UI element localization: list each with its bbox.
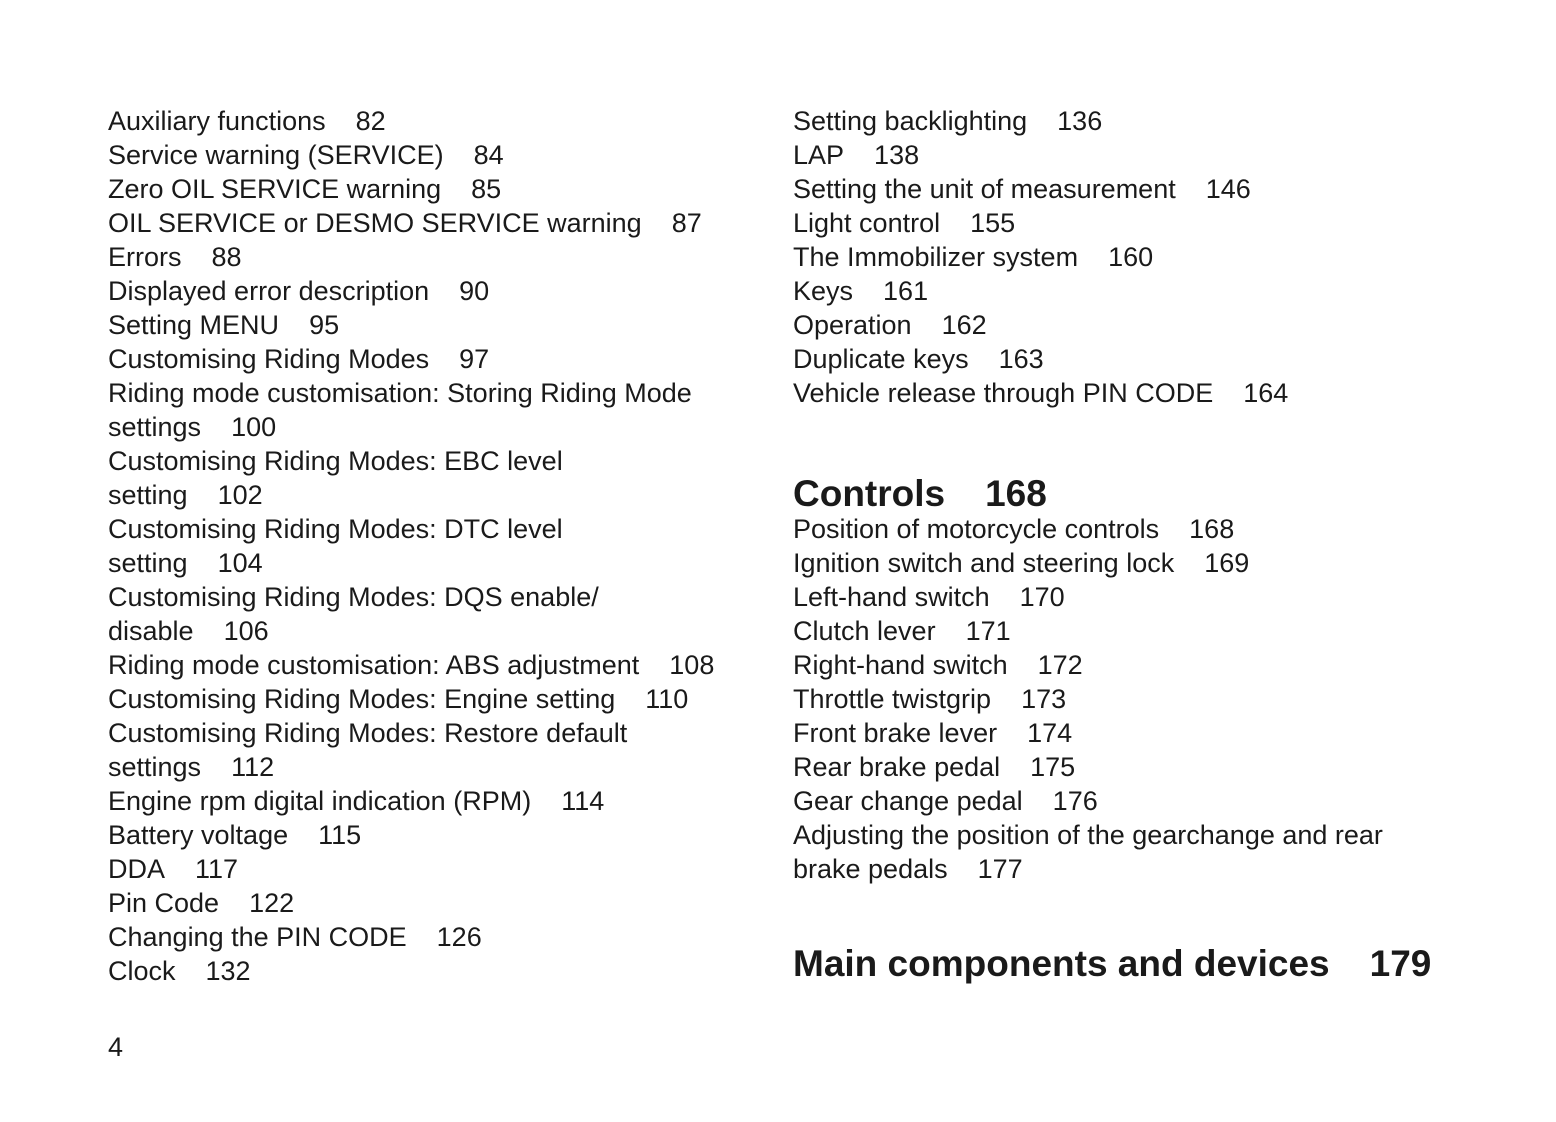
toc-entry-page: 176	[1052, 786, 1098, 816]
toc-entry[interactable]	[108, 104, 768, 138]
toc-entry[interactable]	[108, 886, 768, 920]
toc-entry[interactable]	[108, 512, 608, 580]
toc-entry-page: 136	[1057, 106, 1103, 136]
toc-entry-page: 100	[231, 412, 277, 442]
toc-entry[interactable]	[793, 104, 1433, 138]
page-number: 4	[108, 1032, 124, 1062]
toc-entry[interactable]	[108, 818, 768, 852]
toc-entry[interactable]	[793, 716, 1433, 750]
toc-entry[interactable]	[108, 206, 768, 240]
toc-entry[interactable]	[108, 376, 748, 444]
toc-entry-page: 82	[355, 106, 386, 136]
toc-entry-page: 90	[459, 276, 490, 306]
toc-entry-page: 102	[217, 480, 263, 510]
toc-entry-page: 117	[195, 854, 239, 884]
toc-entry-title: Left-hand switch	[793, 582, 990, 612]
toc-entry[interactable]	[793, 376, 1433, 410]
toc-entry-title: Clutch lever	[793, 616, 936, 646]
toc-entry-title: Customising Riding Modes: Restore default settings	[108, 718, 628, 782]
toc-entry[interactable]	[793, 172, 1433, 206]
toc-entry-page: 169	[1204, 548, 1250, 578]
toc-entry-title: Displayed error description	[108, 276, 430, 306]
toc-entry-page: 84	[473, 140, 504, 170]
toc-entry[interactable]	[793, 512, 1433, 546]
toc-entry-page: 106	[223, 616, 269, 646]
toc-entry-page: 172	[1037, 650, 1083, 680]
toc-entry[interactable]	[108, 852, 768, 886]
toc-entry-page: 104	[217, 548, 263, 578]
toc-entry-title: Right-hand switch	[793, 650, 1008, 680]
toc-entry-page: 114	[561, 786, 605, 816]
toc-entry-page: 160	[1108, 242, 1154, 272]
toc-entry-title: Setting MENU	[108, 310, 280, 340]
toc-entry-page: 177	[977, 854, 1023, 884]
toc-entry-page: 87	[671, 208, 702, 238]
toc-entry[interactable]	[793, 546, 1433, 580]
toc-entry[interactable]	[108, 954, 768, 988]
toc-entry-title: Customising Riding Modes: DTC level setting	[108, 514, 563, 578]
toc-entry-title: Zero OIL SERVICE warning	[108, 174, 442, 204]
toc-entry[interactable]	[108, 716, 668, 784]
toc-entry-page: 174	[1027, 718, 1073, 748]
toc-entry-title: Setting backlighting	[793, 106, 1028, 136]
toc-entry-title: Rear brake pedal	[793, 752, 1001, 782]
toc-entry-page: 170	[1019, 582, 1065, 612]
toc-entry-title: DDA	[108, 854, 166, 884]
toc-entry[interactable]	[793, 138, 1433, 172]
toc-entry-title: Clock	[108, 956, 176, 986]
toc-left-column	[108, 104, 768, 988]
toc-entry-page: 95	[309, 310, 340, 340]
toc-entry[interactable]	[108, 580, 628, 648]
toc-entry-title: Pin Code	[108, 888, 220, 918]
toc-entry-title: OIL SERVICE or DESMO SERVICE warning	[108, 208, 642, 238]
toc-entry[interactable]	[793, 240, 1433, 274]
toc-entry-page: 173	[1021, 684, 1067, 714]
toc-entry-page: 138	[874, 140, 920, 170]
toc-entry-title: Auxiliary functions	[108, 106, 326, 136]
toc-entry[interactable]	[108, 682, 768, 716]
section-heading-title: Controls	[793, 473, 946, 514]
toc-entry-page: 126	[436, 922, 482, 952]
toc-entry-title: Customising Riding Modes: EBC level setting	[108, 446, 563, 510]
toc-entry-title: Keys	[793, 276, 854, 306]
section-heading-controls[interactable]	[793, 472, 1433, 516]
toc-entry-page: 146	[1205, 174, 1251, 204]
toc-entry-page: 164	[1243, 378, 1289, 408]
toc-entry[interactable]	[108, 920, 768, 954]
toc-entry-title: Adjusting the position of the gearchange and rear brake pedals	[793, 820, 1383, 884]
toc-entry[interactable]	[108, 784, 768, 818]
toc-entry[interactable]	[793, 750, 1433, 784]
toc-entry-title: Customising Riding Modes	[108, 344, 430, 374]
toc-entry-title: Front brake lever	[793, 718, 998, 748]
toc-entry[interactable]	[108, 240, 768, 274]
section-heading-main-components[interactable]	[793, 942, 1433, 986]
toc-entry-page: 175	[1030, 752, 1076, 782]
toc-entry-page: 168	[1189, 514, 1235, 544]
toc-entry[interactable]	[793, 206, 1433, 240]
toc-entry-page: 112	[231, 752, 275, 782]
section-heading-page: 179	[1369, 943, 1432, 984]
toc-entry-title: Setting the unit of measurement	[793, 174, 1176, 204]
toc-entry[interactable]	[793, 614, 1433, 648]
toc-entry-page: 85	[471, 174, 502, 204]
toc-entry[interactable]	[108, 274, 768, 308]
toc-entry-title: Duplicate keys	[793, 344, 969, 374]
toc-entry-title: Changing the PIN CODE	[108, 922, 407, 952]
toc-entry[interactable]	[793, 818, 1423, 886]
toc-entry-page: 163	[998, 344, 1044, 374]
toc-entry-title: Customising Riding Modes: Engine setting	[108, 684, 616, 714]
toc-entry[interactable]	[108, 172, 768, 206]
toc-entry-page: 88	[211, 242, 242, 272]
toc-entry-page: 155	[970, 208, 1016, 238]
toc-entry-title: Ignition switch and steering lock	[793, 548, 1175, 578]
toc-entry-title: Service warning (SERVICE)	[108, 140, 444, 170]
toc-entry-title: Errors	[108, 242, 182, 272]
toc-entry[interactable]	[108, 308, 768, 342]
toc-entry[interactable]	[793, 784, 1433, 818]
toc-entry-page: 162	[941, 310, 987, 340]
section-heading-page: 168	[985, 473, 1047, 514]
toc-entry-title: Vehicle release through PIN CODE	[793, 378, 1214, 408]
toc-entry[interactable]	[793, 648, 1433, 682]
toc-entry[interactable]	[108, 648, 768, 682]
toc-entry-title: Gear change pedal	[793, 786, 1023, 816]
toc-entry-title: LAP	[793, 140, 845, 170]
toc-entry-page: 122	[249, 888, 295, 918]
section-heading-title: Main components and devices	[793, 943, 1330, 984]
toc-entry[interactable]	[108, 138, 768, 172]
toc-entry[interactable]	[793, 274, 1433, 308]
toc-entry-title: Engine rpm digital indication (RPM)	[108, 786, 532, 816]
toc-entry-page: 110	[645, 684, 689, 714]
toc-entry-page: 108	[669, 650, 715, 680]
toc-entry-title: Throttle twistgrip	[793, 684, 992, 714]
toc-entry-title: Position of motorcycle controls	[793, 514, 1160, 544]
toc-entry-page: 115	[318, 820, 362, 850]
toc-entry-page: 171	[965, 616, 1011, 646]
toc-entry-title: Battery voltage	[108, 820, 289, 850]
toc-entry-page: 132	[205, 956, 251, 986]
toc-entry-page: 97	[459, 344, 490, 374]
toc-entry-title: Light control	[793, 208, 941, 238]
toc-entry-page: 161	[883, 276, 929, 306]
toc-entry-title: Riding mode customisation: Storing Riding Mode settings	[108, 378, 692, 442]
toc-entry-title: Operation	[793, 310, 912, 340]
toc-entry-title: The Immobilizer system	[793, 242, 1079, 272]
toc-entry[interactable]	[793, 580, 1433, 614]
toc-entry[interactable]	[793, 682, 1433, 716]
toc-entry[interactable]	[793, 342, 1433, 376]
toc-entry[interactable]	[108, 444, 608, 512]
toc-entry-title: Riding mode customisation: ABS adjustment	[108, 650, 640, 680]
toc-entry[interactable]	[793, 308, 1433, 342]
toc-right-column	[793, 104, 1433, 986]
toc-entry[interactable]	[108, 342, 768, 376]
toc-entry-title: Customising Riding Modes: DQS enable/ disable	[108, 582, 599, 646]
